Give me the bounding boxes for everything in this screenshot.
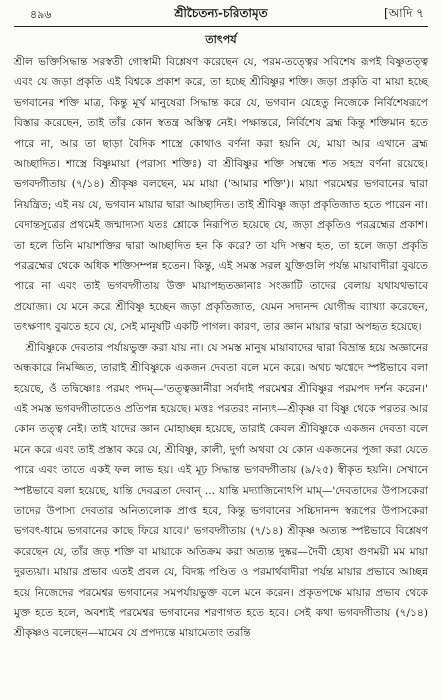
paragraph: শ্রীবিষ্ণুকে দেবতার পর্যায়ভুক্ত করা যায় না। যে সমস্ত মানুষ মায়াবাদের দ্বারা বিভ্রান্ত হয়ে অজ্ঞানের অন্ধকারে নিমজ্জিত, তারাই শ্রীবিষ্ণুকে একজন দেবতা বলে মনে করে। অথচ ঋগ্বেদে স্পষ্টভাবে বলা হয়েছে, ওঁ তদ্বিষ্ণোঃ পরমং পদম্—'তত্ত্বজ্ঞানীরা সর্বদাই পরমেশ্বর শ্রীবিষ্ণুর পরমপদ দর্শন করেন।' এই সমস্ত ভগবদ্গীতাতেও প্রতিপন্ন হয়েছে। মত্তঃ পরতরং নান্যৎ—শ্রীকৃষ্ণ বা বিষ্ণু থেকে পরতর আর কোন তত্ত্ব নেই। তাই যাদের জ্ঞান মোহাচ্ছন্ন হয়েছে, তারাই কেবল শ্রীবিষ্ণুকে একজন দেবতা বলে মনে করে এবং তাই প্রস্তাব করে যে, শ্রীবিষ্ণু, কালী, দুর্গা অথবা যে কোন একজনের পূজা করা যেতে পারে এবং তাতে একই ফল লাভ হয়। এই মূঢ় সিদ্ধান্ত ভগবদ্গীতায় (৯/২৫) স্বীকৃত হয়নি। সেখানে স্পষ্টভাবে বলা হয়েছে, যান্তি দেবব্রতা দেবান্ ... যান্তি মদ্যাজিনোঽপি মাম্—'দেবতাদের উপাসকেরা তাদের উপাস্য দেবতার অনিত্যলোক প্রাপ্ত হবে, কিন্তু ভগবানের সচ্চিদানন্দ স্বরূপের উপাসকেরা ভগবৎ-ধামে ভগবানের কাছে ফিরে যাবে।' ভগবদ্গীতায় (৭/১৪) শ্রীকৃষ্ণ অত্যন্ত স্পষ্টভাবে বিশ্লেষণ করেছেন যে, তাঁর জড় শক্তি বা মায়াকে অতিক্রম করা অত্যন্ত দুষ্কর—দৈবী হ্যেষা গুণময়ী মম মায়া দুরত্যয়া। মায়ার প্রভাব এতই প্রবল যে, বিদগ্ধ পণ্ডিত ও পরমার্থবাদীরা পর্যন্ত মায়ার প্রভাবে আচ্ছন্ন হয়ে নিজেদের পরমেশ্বর ভগবানের সমপর্যায়ভুক্ত বলে মনে করেন। প্রকৃতপক্ষে মায়ার প্রভাব থেকে মুক্ত হতে হলে, অবশ্যই পরমেশ্বর ভগবানের শরণাগত হতে হবে। সেই কথা ভগবদ্গীতায় (৭/১৪) শ্রীকৃষ্ণও বলেছেন—মামেব যে প্রপদ্যন্তে মায়ামেতাং তরন্তি (14, 341, 428, 640)
paragraph: শ্রীল ভক্তিসিদ্ধান্ত সরস্বতী গোস্বামী বিশ্লেষণ করেছেন যে, পরম-তত্ত্বের সবিশেষ রূপই বিষ্ণুতত্ত্ব এবং যে জড়া প্রকৃতি এই বিশ্বকে প্রকাশ করে, তা হচ্ছে শ্রীবিষ্ণুর শক্তি। জড়া প্রকৃতি বা মায়া হচ্ছে ভগবানের শক্তি মাত্র, কিন্তু মূর্খ মানুষেরা সিদ্ধান্ত করে যে, ভগবান যেহেতু নিজেকে নির্বিশেষরূপে বিস্তার করেছেন, তাই তাঁর কোন স্বতন্ত্র অস্তিত্ব নেই। পক্ষান্তরে, নির্বিশেষ ব্রহ্ম কিন্তু শক্তিমান হতে পারে না, আর তা ছাড়া বৈদিক শাস্ত্রে কোথাও বর্ণনা করা হয়নি যে, মায়া আর এখানে ব্রহ্ম আচ্ছাদিত। শাস্ত্রে বিষ্ণুমায়া (পরাস্য শক্তিঃ) বা শ্রীবিষ্ণুর শক্তি সম্বন্ধে শত সহস্র বর্ণনা রয়েছে। ভগবদ্গীতায় (৭/১৪) শ্রীকৃষ্ণ বলছেন, মম মায়া ('আমার শক্তি')। মায়া পরমেশ্বর ভগবানের দ্বারা নিয়ন্ত্রিত; এই নয় যে, ভগবান মায়ার দ্বারা আচ্ছাদিত। তাই শ্রীবিষ্ণু জড়া প্রকৃতিজাত হতে পারেন না। বেদান্তসূত্রের প্রথমেই জন্মাদ্যস্য যতঃ শ্লোকে নিরূপিত হয়েছে যে, জড়া প্রকৃতিও পরব্রহ্মের প্রকাশ। তা হলে তিনি মায়াশক্তির দ্বারা আচ্ছাদিত হন কি করে? তা যদি সম্ভব হত, তা হলে জড়া প্রকৃতি পরব্রহ্মের থেকে অধিক শক্তিসম্পন্ন হতেন। কিন্তু, এই সমস্ত সরল যুক্তিগুলি পর্যন্ত মায়াবাদীরা বুঝতে পারে না এবং তাই ভগবদ্গীতায় উক্ত মায়াপহৃতজ্ঞানাঃ সংজ্ঞাটি তাদের বেলায় যথাযথভাবে প্রযোজ্য। যে মনে করে শ্রীবিষ্ণু হচ্ছেন জড়া প্রকৃতিজাত, যেমন সদানন্দ যোগীন্দ্র ব্যাখ্যা করেছেন, তৎক্ষণাৎ বুঝতে হবে যে, সেই মানুষটি একটি পাগল। কারণ, তার জ্ঞান মায়ার দ্বারা অপহৃত হয়েছে। (14, 56, 428, 334)
chapter-label: [আদি ৭ (383, 6, 424, 20)
book-title: শ্রীচৈতন্য-চরিতামৃত (174, 6, 268, 20)
page-number: ৪৯৬ (30, 8, 52, 21)
page-header (14, 0, 428, 27)
section-heading: তাৎপর্য (205, 33, 237, 46)
purport-body (14, 52, 428, 644)
